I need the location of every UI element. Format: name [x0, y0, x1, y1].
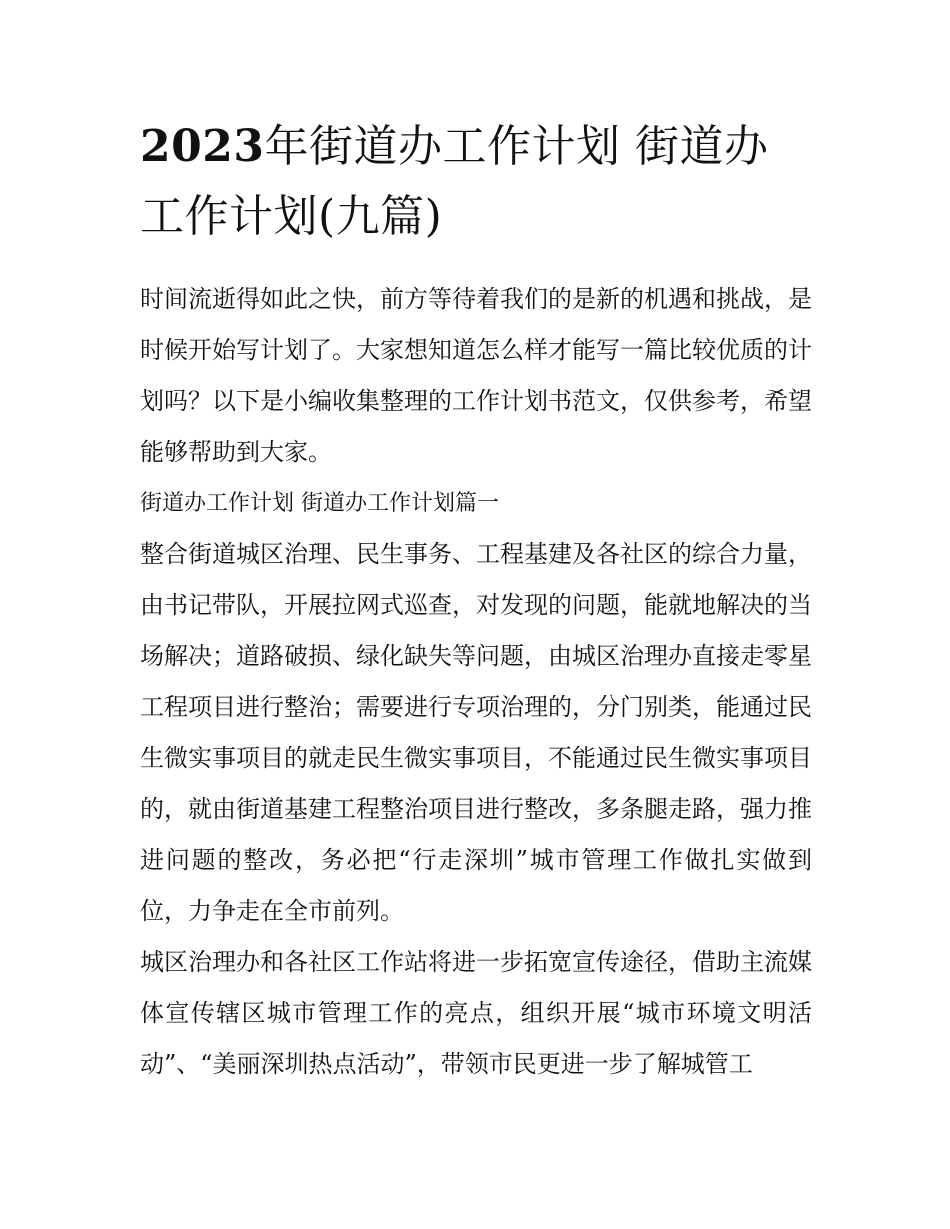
document-title — [140, 112, 812, 252]
section-heading: 街道办工作计划 街道办工作计划篇一 — [140, 491, 499, 516]
body-paragraph-2: 城区治理办和各社区工作站将进一步拓宽宣传途径，借助主流媒体宣传辖区城市管理工作的亮点，组织开展“城市环境文明活动”、“美丽深圳热点活动”，带领市民更进一步了解城管工 — [140, 948, 812, 1078]
document-page — [140, 112, 812, 1090]
title-text: 年街道办工作计划 街道办工作计划(九篇) — [140, 121, 769, 242]
body-paragraph-1: 整合街道城区治理、民生事务、工程基建及各社区的综合力量，由书记带队，开展拉网式巡查，对发现的问题，能就地解决的当场解决；道路破损、绿化缺失等问题，由城区治理办直接走零星工程项目进行整治；需要进行专项治理的，分门别类，能通过民生微实事项目的就走民生微实事项目，不能通过民生微实事项目的，就由街道基建工程整治项目进行整改，多条腿走路，强力推进问题的整改，务必把“行走深圳”城市管理工作做扎实做到位，力争走在全市前列。 — [140, 540, 812, 925]
intro-paragraph: 时间流逝得如此之快，前方等待着我们的是新的机遇和挑战，是时候开始写计划了。大家想知道怎么样才能写一篇比较优质的计划吗？以下是小编收集整理的工作计划书范文，仅供参考，希望能够帮助到大家。 — [140, 285, 812, 466]
title-year: 2023 — [140, 121, 265, 172]
